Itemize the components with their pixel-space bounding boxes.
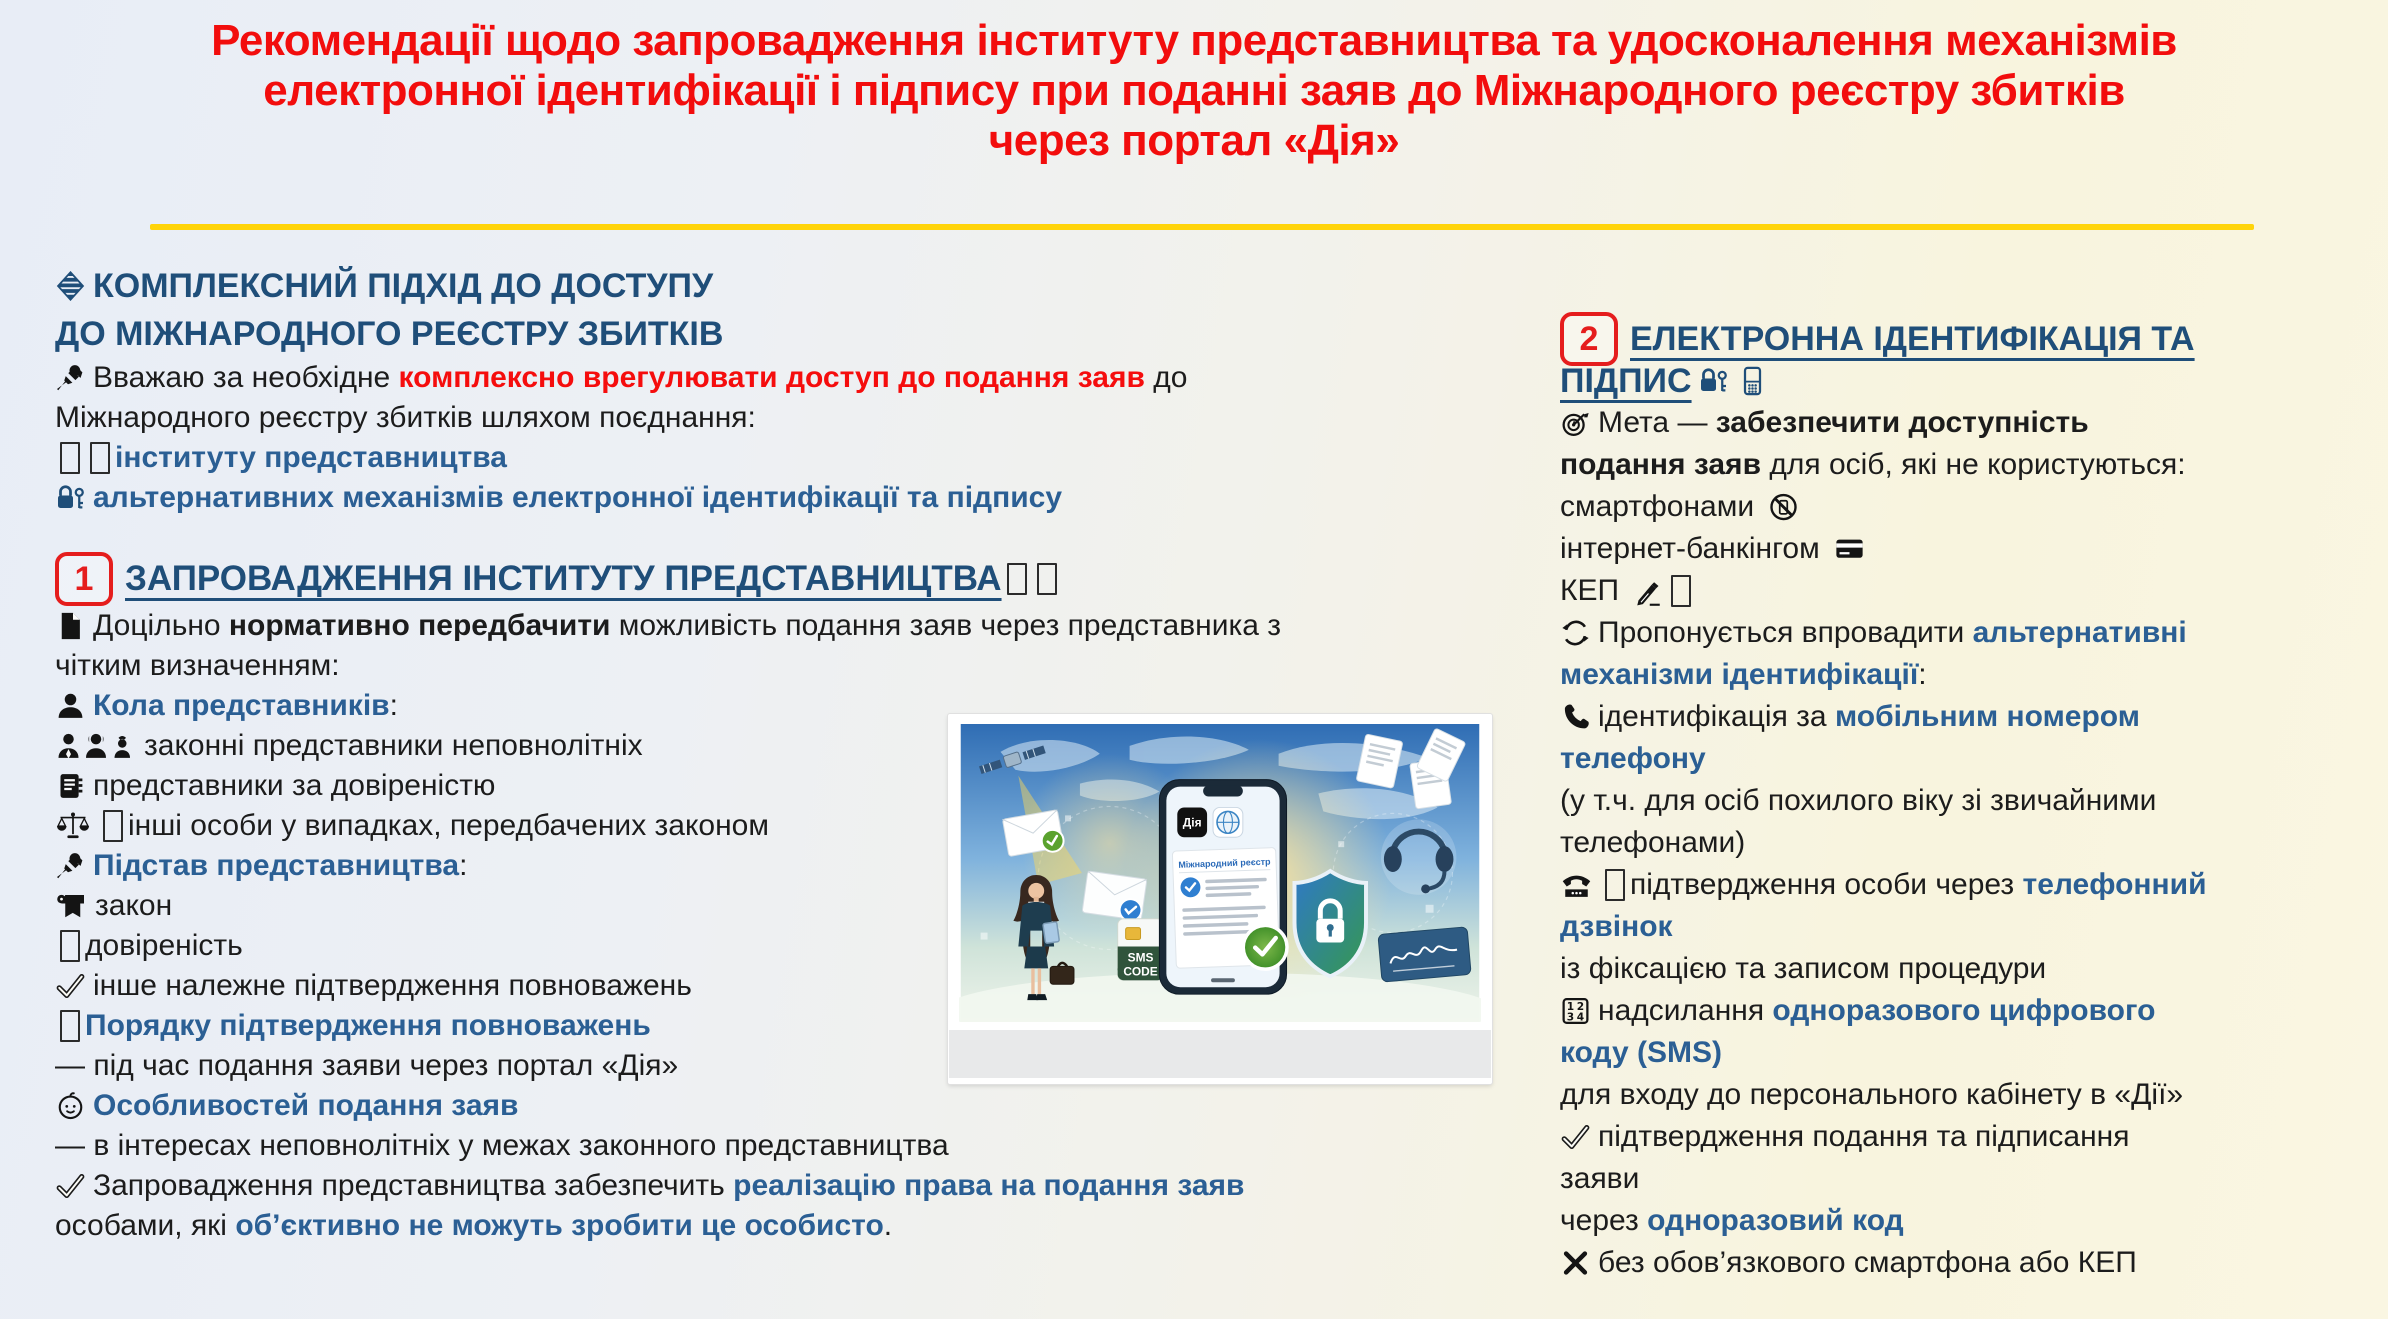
registry-title: Міжнародний реєстр — [1178, 856, 1271, 870]
text-line — [1560, 402, 2360, 444]
missing-glyph-box — [60, 930, 80, 962]
text-run: мобільним номером — [1834, 700, 2140, 733]
text-run: представники за довіреністю — [93, 769, 496, 802]
text-run: Запровадження представництва забезпечить — [93, 1169, 734, 1202]
pen-icon — [1633, 576, 1664, 606]
text-line — [1560, 948, 2360, 990]
text-run: ПІДПИС — [1560, 361, 1692, 400]
pushpin-icon — [55, 851, 86, 881]
text-run: інтернет-банкінгом — [1560, 532, 1829, 565]
cycle-icon — [1560, 618, 1591, 648]
text-run: : — [389, 689, 398, 722]
text-run: об’єктивно не можуть зробити це особисто — [235, 1209, 884, 1242]
text-line — [55, 478, 1555, 518]
text-run: підтвердження подання та підписання — [1598, 1120, 2130, 1153]
text-run: ДО МІЖНАРОДНОГО РЕЄСТРУ ЗБИТКІВ — [55, 314, 724, 353]
text-run: ЗАПРОВАДЖЕННЯ ІНСТИТУТУ ПРЕДСТАВНИЦТВА — [125, 559, 1002, 598]
signature-card — [1378, 927, 1471, 982]
scales-icon — [55, 811, 91, 841]
text-line — [55, 398, 1555, 438]
text-run: одноразового цифрового — [1772, 994, 2156, 1027]
text-run: надсилання — [1598, 994, 1773, 1027]
text-line — [1560, 738, 2360, 780]
section-2-heading-line-1 — [1560, 318, 2360, 360]
green-check-badge — [1243, 925, 1288, 970]
text-run: для осіб, які не користуються: — [1761, 448, 2186, 481]
missing-glyph-box — [90, 442, 110, 474]
text-run: — під час подання заяви через портал «Дія» — [55, 1049, 679, 1082]
sim-label-code: CODE — [1123, 964, 1158, 979]
missing-glyph-box — [1671, 575, 1691, 607]
sim-card — [1118, 919, 1164, 981]
text-run: Доцільно — [93, 609, 229, 642]
text-line — [55, 1086, 1555, 1126]
text-line — [1560, 444, 2360, 486]
text-run: одноразовий код — [1647, 1204, 1904, 1237]
text-run: Вважаю за необхідне — [93, 361, 399, 394]
right-column — [1560, 318, 2360, 1284]
text-run: — в інтересах неповнолітніх у межах законного представництва — [55, 1129, 949, 1162]
lockkey-icon — [55, 483, 86, 513]
target-icon — [1560, 408, 1591, 438]
text-run: ЕЛЕКТРОННА ІДЕНТИФІКАЦІЯ ТА — [1630, 319, 2195, 358]
text-run: ідентифікація за — [1598, 700, 1835, 733]
check-icon — [1560, 1122, 1591, 1152]
text-run: Порядку підтвердження повноважень — [85, 1009, 651, 1042]
scroll-icon — [55, 891, 88, 921]
text-run: подання заяв — [1560, 448, 1762, 481]
text-run: телефону — [1560, 742, 1706, 775]
text-run: КОМПЛЕКСНИЙ ПІДХІД ДО ДОСТУПУ — [93, 266, 714, 305]
text-line — [55, 1166, 1555, 1206]
diia-app-label: Дія — [1182, 815, 1202, 830]
text-line — [1560, 906, 2360, 948]
text-run: підтвердження особи через — [1630, 868, 2023, 901]
text-line — [1560, 486, 2360, 528]
text-line — [1560, 1116, 2360, 1158]
text-run: механізми ідентифікації — [1560, 658, 1919, 691]
text-run: для входу до персонального кабінету в «Дії» — [1560, 1078, 2184, 1111]
book-icon — [55, 771, 86, 801]
missing-glyph-box — [1037, 563, 1057, 595]
missing-glyph-box — [60, 1010, 80, 1042]
text-line — [1560, 864, 2360, 906]
mobile-icon — [1737, 366, 1768, 396]
text-run: інституту представництва — [115, 441, 507, 474]
text-run: . — [883, 1209, 893, 1242]
text-run: реалізацію права на подання заяв — [733, 1169, 1245, 1202]
text-line — [1560, 570, 2360, 612]
text-line — [1560, 822, 2360, 864]
text-line — [55, 438, 1555, 478]
text-run: законні представники неповнолітніх — [144, 729, 643, 762]
image-caption-strip — [949, 1030, 1491, 1078]
text-run: особами, які — [55, 1209, 236, 1242]
section-2-heading-line-2 — [1560, 360, 2360, 402]
slide-title-line-1: Рекомендації щодо запровадження інституту представництва та удосконалення механізмів — [211, 16, 2177, 65]
text-line — [1560, 1242, 2360, 1284]
illustration-svg — [959, 724, 1481, 1022]
text-run: можливість подання заяв через представника з — [610, 609, 1282, 642]
card-icon — [1834, 534, 1865, 564]
family-icon — [55, 731, 137, 761]
text-run: альтернативних механізмів електронної ідентифікації та підпису — [93, 481, 1063, 514]
text-run: КЕП — [1560, 574, 1628, 607]
text-run: : — [459, 849, 468, 882]
text-run: телефонами) — [1560, 826, 1746, 859]
text-run: Особливостей подання заяв — [93, 1089, 519, 1122]
missing-glyph-box — [103, 810, 123, 842]
check-icon — [55, 971, 86, 1001]
text-run: : — [1918, 658, 1927, 691]
illustration-card — [948, 714, 1492, 1084]
lockkey-icon — [1698, 366, 1729, 396]
headset — [1381, 819, 1456, 894]
text-run: заяви — [1560, 1162, 1640, 1195]
missing-glyph-box — [1007, 563, 1027, 595]
text-line — [1560, 1074, 2360, 1116]
text-run: Міжнародного реєстру збитків шляхом поєднання: — [55, 401, 756, 434]
text-run: альтернативні — [1972, 616, 2187, 649]
text-line — [1560, 654, 2360, 696]
diamond-icon — [55, 271, 86, 301]
text-run: Підстав представництва — [93, 849, 460, 882]
slide-title — [0, 16, 2388, 166]
section-number-badge: 2 — [1560, 312, 1618, 366]
text-line — [1560, 696, 2360, 738]
text-line — [55, 358, 1555, 398]
text-run: Кола представників — [93, 689, 390, 722]
text-run: Мета — — [1598, 406, 1716, 439]
baby-icon — [55, 1091, 86, 1121]
text-run: Пропонується впровадити — [1598, 616, 1973, 649]
text-run: телефонний — [2022, 868, 2207, 901]
smartphone — [1159, 780, 1287, 995]
text-run: нормативно передбачити — [228, 609, 611, 642]
text-run: довіреність — [85, 929, 243, 962]
globe-app-icon — [1213, 807, 1243, 837]
missing-glyph-box — [60, 442, 80, 474]
text-run: дзвінок — [1560, 910, 1673, 943]
missing-glyph-box — [1605, 869, 1625, 901]
divider-rule — [150, 224, 2254, 230]
text-run: інші особи у випадках, передбачених законом — [128, 809, 769, 842]
text-run: коду (SMS) — [1560, 1036, 1722, 1069]
text-line — [55, 1206, 1555, 1246]
nophone-icon — [1768, 492, 1799, 522]
text-run: до — [1144, 361, 1188, 394]
text-run: без обов’язкового смартфона або КЕП — [1598, 1246, 2137, 1279]
handset-icon — [1560, 702, 1591, 732]
text-line — [1560, 1032, 2360, 1074]
text-line — [1560, 780, 2360, 822]
text-run: (у т.ч. для осіб похилого віку зі звичайними — [1560, 784, 2157, 817]
heading-complex-approach-line-1 — [55, 262, 1555, 310]
text-run: чітким визначенням: — [55, 649, 340, 682]
text-line — [55, 646, 1555, 686]
text-run: забезпечити доступність — [1715, 406, 2089, 439]
slide-title-line-3: через портал «Дія» — [988, 116, 1400, 165]
pushpin-icon — [55, 363, 86, 393]
slide-title-line-2: електронної ідентифікації і підпису при поданні заяв до Міжнародного реєстру збитків — [263, 66, 2125, 115]
text-run: смартфонами — [1560, 490, 1763, 523]
sim-label-sms: SMS — [1127, 950, 1154, 965]
section-1-heading — [55, 552, 1555, 606]
text-run: інше належне підтвердження повноважень — [93, 969, 692, 1002]
text-line — [1560, 528, 2360, 570]
text-line — [55, 606, 1555, 646]
x-icon — [1560, 1248, 1591, 1278]
person-icon — [55, 691, 86, 721]
text-line — [1560, 990, 2360, 1032]
text-run: через — [1560, 1204, 1648, 1237]
text-line — [1560, 612, 2360, 654]
text-line — [55, 1126, 1555, 1166]
section-number-badge: 1 — [55, 552, 113, 606]
text-line — [1560, 1158, 2360, 1200]
heading-complex-approach-line-2 — [55, 310, 1555, 358]
text-run: із фіксацією та записом процедури — [1560, 952, 2047, 985]
check-icon — [55, 1171, 86, 1201]
digits-icon — [1560, 996, 1591, 1026]
text-run: комплексно врегулювати доступ до подання заяв — [398, 361, 1145, 394]
telephone-icon — [1560, 870, 1593, 900]
registry-document — [1172, 847, 1287, 972]
doc-icon — [55, 611, 86, 641]
text-run: закон — [95, 889, 173, 922]
text-line — [1560, 1200, 2360, 1242]
illustration — [959, 724, 1481, 1022]
